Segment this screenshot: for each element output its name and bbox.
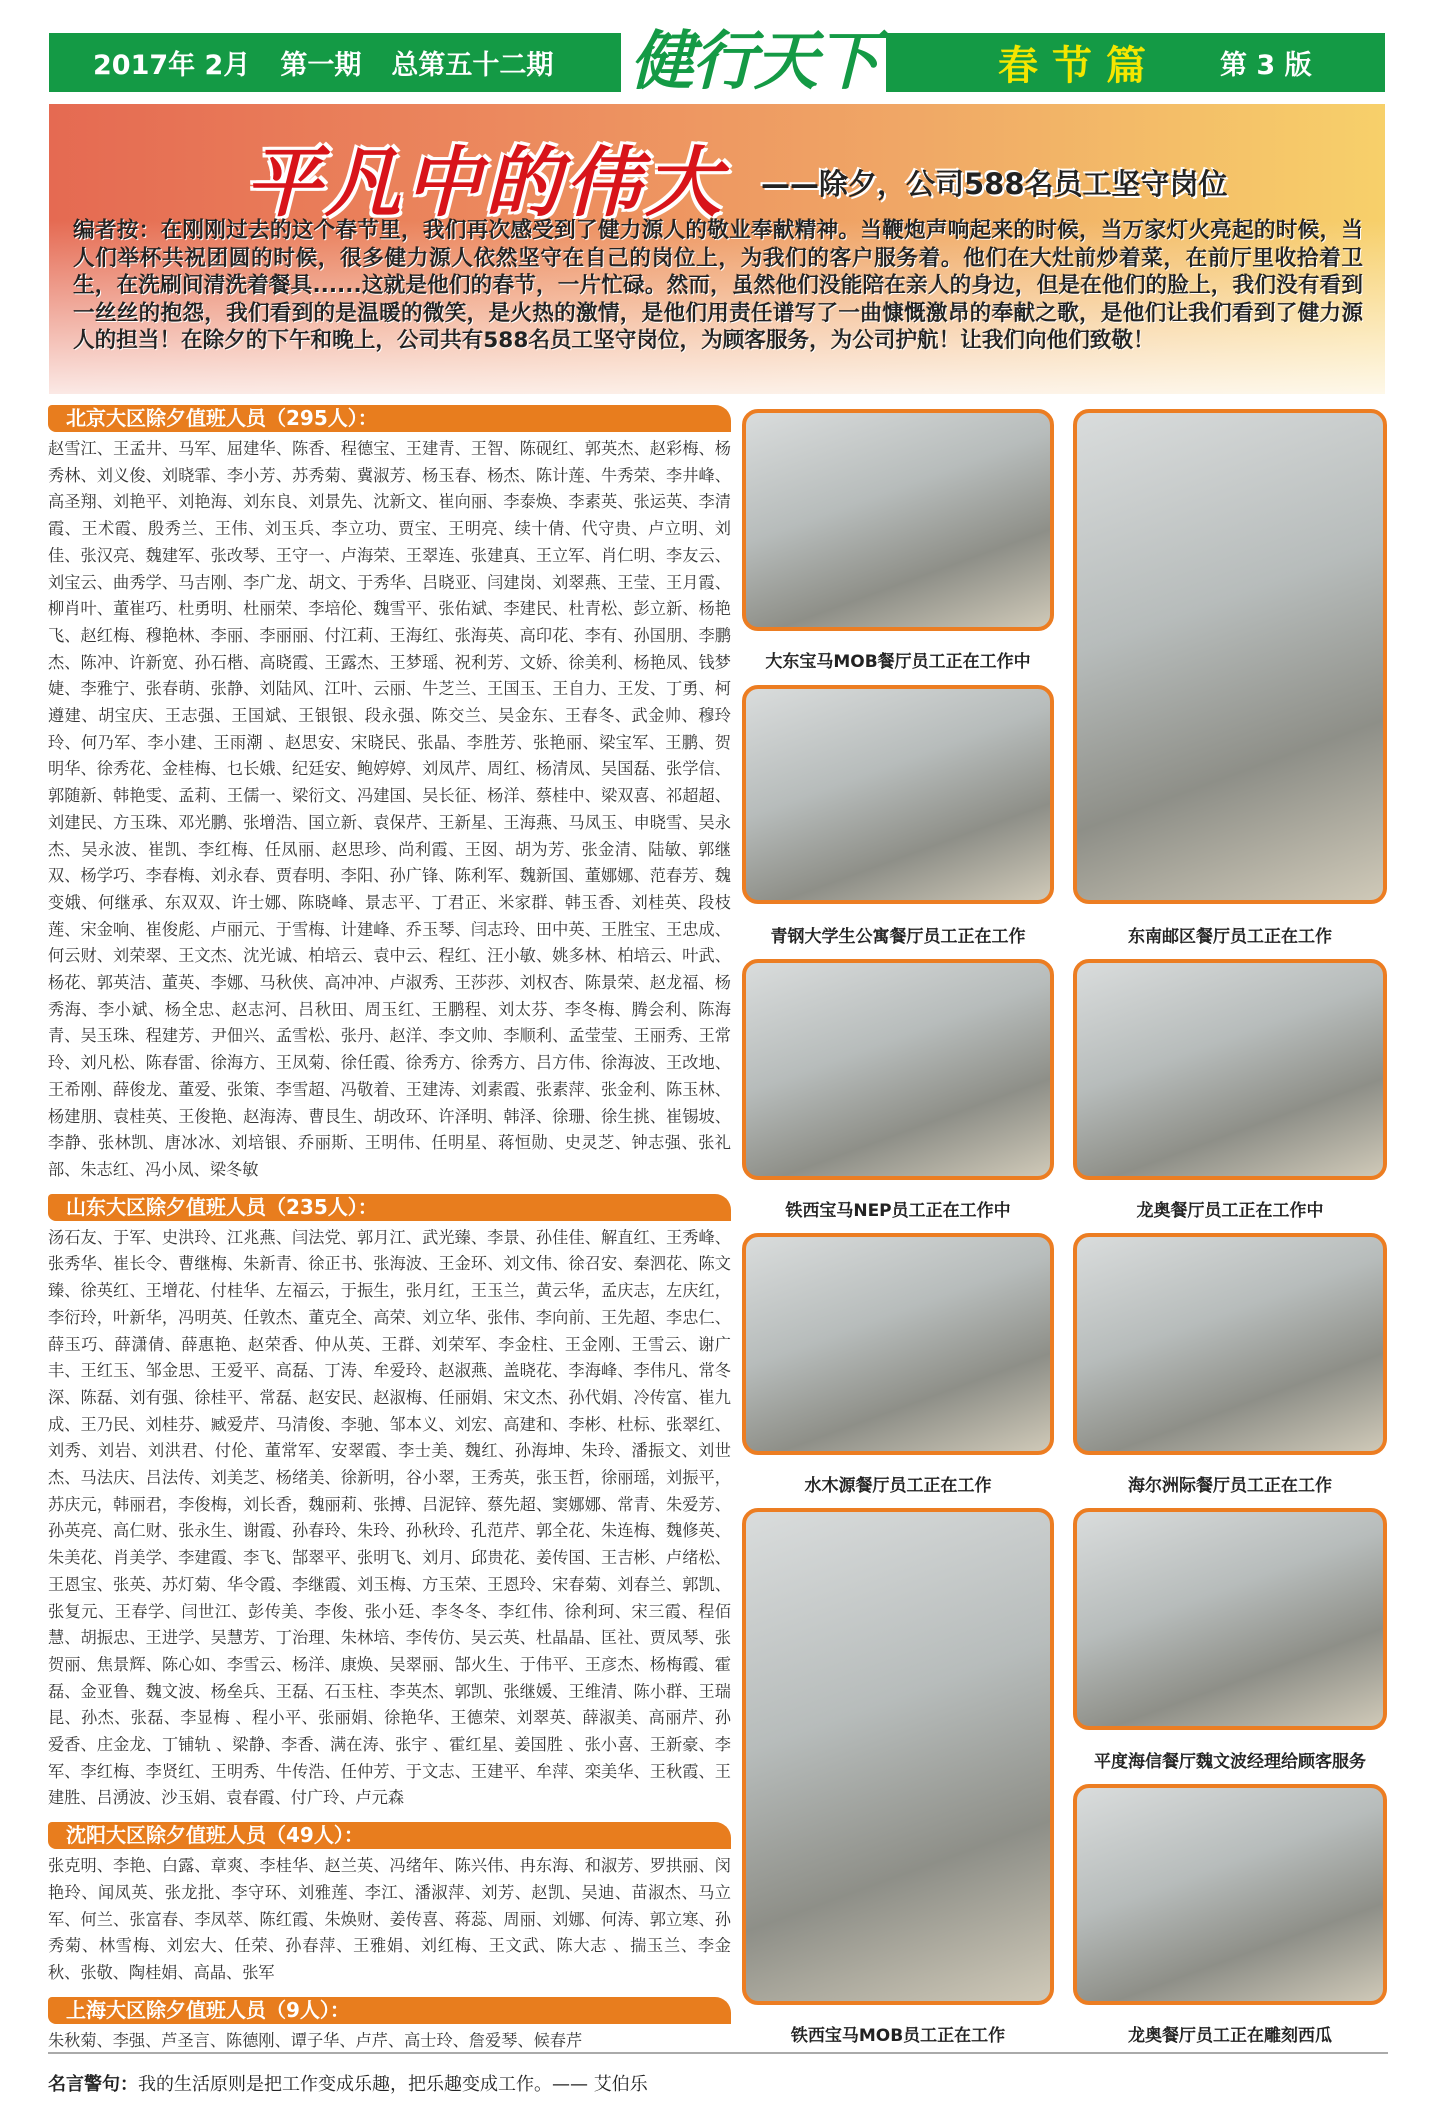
editor-note: 编者按：在刚刚过去的这个春节里，我们再次感受到了健力源人的敬业奉献精神。当鞭炮声响起来的时候，当万家灯火亮起的时候，当人们举杯共祝团圆的时候，很多健力源人依然坚守在自己的岗位上，为我们的客户服务着。他们在大灶前炒着菜，在前厅里收拾着卫生，在洗刷间清洗着餐具......这就是他们的春节，一片忙碌。然而，虽然他们没能陪在亲人的身边，但是在他们的脸上，我们没有看到一丝丝的抱怨，我们看到的是温暖的微笑，是火热的激情，是他们用责任谱写了一曲慷慨激昂的奉献之歌，是他们让我们看到了健力源人的担当！在除夕的下午和晚上，公司共有588名员工坚守岗位，为顾客服务，为公司护航！让我们向他们致敬！ bbox=[73, 218, 1363, 354]
names-beijing: 赵雪江、王孟井、马军、屈建华、陈香、程德宝、王建青、王智、陈砚红、郭英杰、赵彩梅、杨秀林、刘义俊、刘晓霏、李小芳、苏秀菊、冀淑芳、杨玉春、杨杰、陈计莲、牛秀荣、李井峰、高圣翔、刘艳平、刘艳海、刘东良、刘景先、沈新文、崔向丽、李泰焕、李素英、张运英、李清霞、王术霞、殷秀兰、王伟、刘玉兵、李立功、贾宝、王明亮、续十倩、代守贵、卢立明、刘佳、张汉亮、魏建军、张改琴、王守一、卢海荣、王翠连、张建真、王立军、肖仁明、李友云、刘宝云、曲秀学、马吉刚、李广龙、胡文、于秀华、吕晓亚、闫建岗、刘翠燕、王莹、王月霞、柳肖叶、董崔巧、杜勇明、杜丽荣、李培伦、魏雪平、张佑斌、李建民、杜青松、彭立新、杨艳飞、赵红梅、穆艳林、李丽、李丽丽、付江莉、王海红、张海英、高印花、李有、孙国朋、李鹏杰、陈冲、许新宽、孙石楷、高晓霞、王露杰、王梦瑶、祝利芳、文娇、徐美利、杨艳凤、钱梦婕、李雅宁、张春萌、张静、刘陆风、江叶、云丽、牛芝兰、王国玉、王自力、王发、丁勇、柯遵建、胡宝庆、王志强、王国斌、王银银、段永强、陈交兰、吴金东、王春冬、武金帅、穆玲玲、何乃军、李小建、王雨潮 、赵思安、宋晓民、张晶、李胜芳、张艳丽、梁宝军、王鹏、贺明华、徐秀花、金桂梅、乜长娥、纪廷安、鲍婷婷、刘凤芹、周红、杨清凤、吴国磊、张学信、郭随新、韩艳雯、孟莉、王儒一、梁衍文、冯建国、吴长征、杨洋、蔡桂中、梁双喜、祁超超、刘建民、方玉珠、邓光鹏、张增浩、国立新、袁保芹、王新星、王海燕、马凤玉、申晓雪、吴永杰、吴永波、崔凯、李红梅、任凤丽、赵思珍、尚利霞、王囡、胡为芳、张金清、陆敏、郭继双、杨学巧、李春梅、刘永春、贾春明、李阳、孙广锋、陈利军、魏新国、董娜娜、范春芳、魏变娥、何继承、东双双、许士娜、陈晓峰、景志平、丁君正、米家群、韩玉香、刘桂英、段枝莲、宋金响、崔俊彪、卢丽元、于雪梅、计建峰、乔玉琴、闫志玲、田中英、王胜宝、王忠成、何云财、刘荣翠、王文杰、沈光诚、柏培云、袁中云、程红、汪小敏、姚多林、柏培云、叶武、杨花、郭英洁、董英、李娜、马秋侠、高冲冲、卢淑秀、王莎莎、刘权杏、陈景荣、赵龙福、杨秀海、李小斌、杨全忠、赵志河、吕秋田、周玉红、王鹏程、刘太芬、李冬梅、腾会利、陈海青、吴玉珠、程建芳、尹佃兴、孟雪松、张丹、赵洋、李文帅、李顺利、孟莹莹、王丽秀、王常玲、刘凡松、陈春雷、徐海方、王凤菊、徐任霞、徐秀方、徐秀方、吕方伟、徐海波、王改地、王希刚、薛俊龙、董爱、张策、李雪超、冯敬着、王建涛、刘素霞、张素萍、张金利、陈玉林、杨建朋、袁桂英、王俊艳、赵海涛、曹艮生、胡改环、许泽明、韩泽、徐珊、徐生挑、崔锡坡、李静、张林凯、唐冰冰、刘培银、乔丽斯、王明伟、任明星、蒋恒勋、史灵芝、钟志强、张礼部、朱志红、冯小凤、梁冬敏 bbox=[48, 439, 731, 1179]
photo-shuimuyuan bbox=[742, 1233, 1054, 1455]
caption-pingdu-hisense: 平度海信餐厅魏文波经理给顾客服务 bbox=[1094, 1752, 1366, 1772]
section-heading-shanghai: 上海大区除夕值班人员（9人）： bbox=[48, 1997, 731, 2024]
caption-tiexi-nep: 铁西宝马NEP员工正在工作中 bbox=[785, 1201, 1011, 1221]
photo-tiexi-mob bbox=[742, 1508, 1054, 2005]
newspaper-logo: 健行天下 bbox=[630, 24, 878, 99]
quote-text: 我的生活原则是把工作变成乐趣，把乐趣变成工作。—— 艾伯乐 bbox=[138, 2074, 648, 2095]
caption-longao: 龙奥餐厅员工正在工作中 bbox=[1136, 1201, 1324, 1221]
footer-divider bbox=[48, 2052, 1388, 2054]
headline-banner bbox=[49, 104, 1385, 394]
photo-dadong-mob bbox=[742, 409, 1054, 631]
caption-dadong-mob: 大东宝马MOB餐厅员工正在工作中 bbox=[765, 652, 1031, 672]
section-heading-beijing: 北京大区除夕值班人员（295人）： bbox=[48, 405, 731, 432]
footer-quote bbox=[48, 2070, 648, 2096]
caption-haier: 海尔洲际餐厅员工正在工作 bbox=[1128, 1476, 1332, 1496]
headline-subtitle: ——除夕，公司588名员工坚守岗位 bbox=[761, 167, 1228, 201]
photo-pingdu-hisense bbox=[1073, 1508, 1387, 1730]
issue-number: 第一期 bbox=[280, 50, 362, 81]
quote-label: 名言警句： bbox=[48, 2074, 138, 2095]
section-name: 春节篇 bbox=[998, 43, 1160, 89]
issue-date: 2017年 2月 bbox=[93, 50, 251, 81]
names-shenyang: 张克明、李艳、白露、章爽、李桂华、赵兰英、冯绪年、陈兴伟、冉东海、和淑芳、罗拱丽、闵艳玲、闻凤英、张龙批、李守环、刘雅莲、李江、潘淑萍、刘芳、赵凯、吴迪、苗淑杰、马立军、何兰、张富春、李凤萃、陈红霞、朱焕财、姜传喜、蒋蕊、周丽、刘娜、何涛、郭立寒、孙秀菊、林雪梅、刘宏大、任荣、孙春萍、王雅娟、刘红梅、王文武、陈大志 、揣玉兰、李金秋、张敬、陶桂娟、高晶、张军 bbox=[48, 1856, 731, 1982]
caption-watermelon-carving: 龙奥餐厅员工正在雕刻西瓜 bbox=[1128, 2026, 1332, 2046]
headline-title: 平凡中的伟大 bbox=[245, 138, 725, 227]
photo-qinggang bbox=[742, 685, 1054, 904]
photo-dongnan bbox=[1073, 409, 1387, 904]
names-shanghai: 朱秋菊、李强、芦圣言、陈德刚、谭子华、卢芹、高士玲、詹爱琴、候春芹 bbox=[48, 2030, 583, 2050]
section-bar bbox=[886, 33, 1385, 92]
photo-watermelon-carving bbox=[1073, 1784, 1387, 2005]
total-issue: 总第五十二期 bbox=[391, 50, 554, 81]
photo-haier bbox=[1073, 1233, 1387, 1455]
names-shandong: 汤石友、于军、史洪玲、江兆燕、闫法党、郭月江、武光臻、李景、孙佳佳、解直红、王秀峰、张秀华、崔长令、曹继梅、朱新青、徐正书、张海波、王金环、刘文伟、徐召安、秦泗花、陈文臻、徐英红、王增花、付桂华、左福云，于振生，张月红，王玉兰，黄云华，孟庆志，左庆红，李衍玲，叶新华，冯明英、任敦杰、董克全、高荣、刘立华、张伟、李向前、王先超、李忠仁、薛玉巧、薛潇倩、薛惠艳、赵荣香、仲从英、王群、刘荣军、李金柱、王金刚、王雪云、谢广丰、王红玉、邹金思、王爱平、高磊、丁涛、牟爱玲、赵淑燕、盖晓花、李海峰、李伟凡、常冬深、陈磊、刘有强、徐桂平、常磊、赵安民、赵淑梅、任丽娟、宋文杰、孙代娟、冷传富、崔九成、王乃民、刘桂芬、臧爱芹、马清俊、李驰、邹本义、刘宏、高建和、李彬、杜标、张翠红、刘秀、刘岩、刘洪君、付伦、董常军、安翠霞、李士美、魏红、孙海坤、朱玲、潘振文、刘世杰、马法庆、吕法传、刘美芝、杨绪美、徐新明，谷小翠，王秀英，张玉哲，徐丽瑶，刘振平，苏庆元，韩丽君，李俊梅，刘长香，魏丽莉、张搏、吕泥锌、蔡先超、窦娜娜、常青、朱爱芳、孙英亮、高仁财、张永生、谢霞、孙春玲、朱玲、孙秋玲、孔范芹、郭全花、朱连梅、魏修英、朱美花、肖美学、李建霞、李飞、郜翠平、张明飞、刘月、邱贵花、姜传国、王吉彬、卢绪松、王恩宝、张英、苏灯菊、华令霞、李继霞、刘玉梅、方玉荣、王恩玲、宋春菊、刘春兰、郭凯、张复元、王春学、闫世江、彭传美、李俊、张小廷、李冬冬、李红伟、徐利珂、宋三霞、程佰慧、胡振忠、王进学、吴慧芳、丁治理、朱林培、李传仿、吴云英、杜晶晶、匡社、贾凤琴、张贺丽、焦景辉、陈心如、李雪云、杨洋、康焕、吴翠丽、郜火生、于伟平、王彦杰、杨梅霞、霍磊、金亚鲁、魏文波、杨垒兵、王磊、石玉柱、李英杰、郭凯、张继媛、王维清、陈小群、王瑞昆、孙杰、张磊、李显梅 、程小平、张丽娟、徐艳华、王德荣、刘翠英、薛淑美、高丽芹、孙爱香、庄金龙、丁铺轨 、梁静、李香、满在涛、张宇 、霍红星、姜国胜 、张小喜、王新豪、李军、李红梅、李贤红、王明秀、牛传浩、任仲芳、于文志、王建平、牟萍、栾美华、王秋霞、王建胜、吕湧波、沙玉娟、袁春霞、付广玲、卢元森 bbox=[48, 1227, 731, 1808]
caption-dongnan: 东南邮区餐厅员工正在工作 bbox=[1128, 927, 1332, 947]
photo-tiexi-nep bbox=[742, 959, 1054, 1180]
edition-number: 第 3 版 bbox=[1220, 50, 1312, 81]
staff-lists bbox=[48, 405, 731, 2064]
photo-longao bbox=[1073, 959, 1387, 1180]
section-heading-shandong: 山东大区除夕值班人员（235人）： bbox=[48, 1194, 731, 1221]
caption-shuimuyuan: 水木源餐厅员工正在工作 bbox=[804, 1476, 992, 1496]
issue-info-bar bbox=[49, 33, 621, 92]
caption-qinggang: 青钢大学生公寓餐厅员工正在工作 bbox=[770, 927, 1026, 947]
section-heading-shenyang: 沈阳大区除夕值班人员（49人）： bbox=[48, 1822, 731, 1849]
caption-tiexi-mob: 铁西宝马MOB员工正在工作 bbox=[790, 2026, 1006, 2046]
